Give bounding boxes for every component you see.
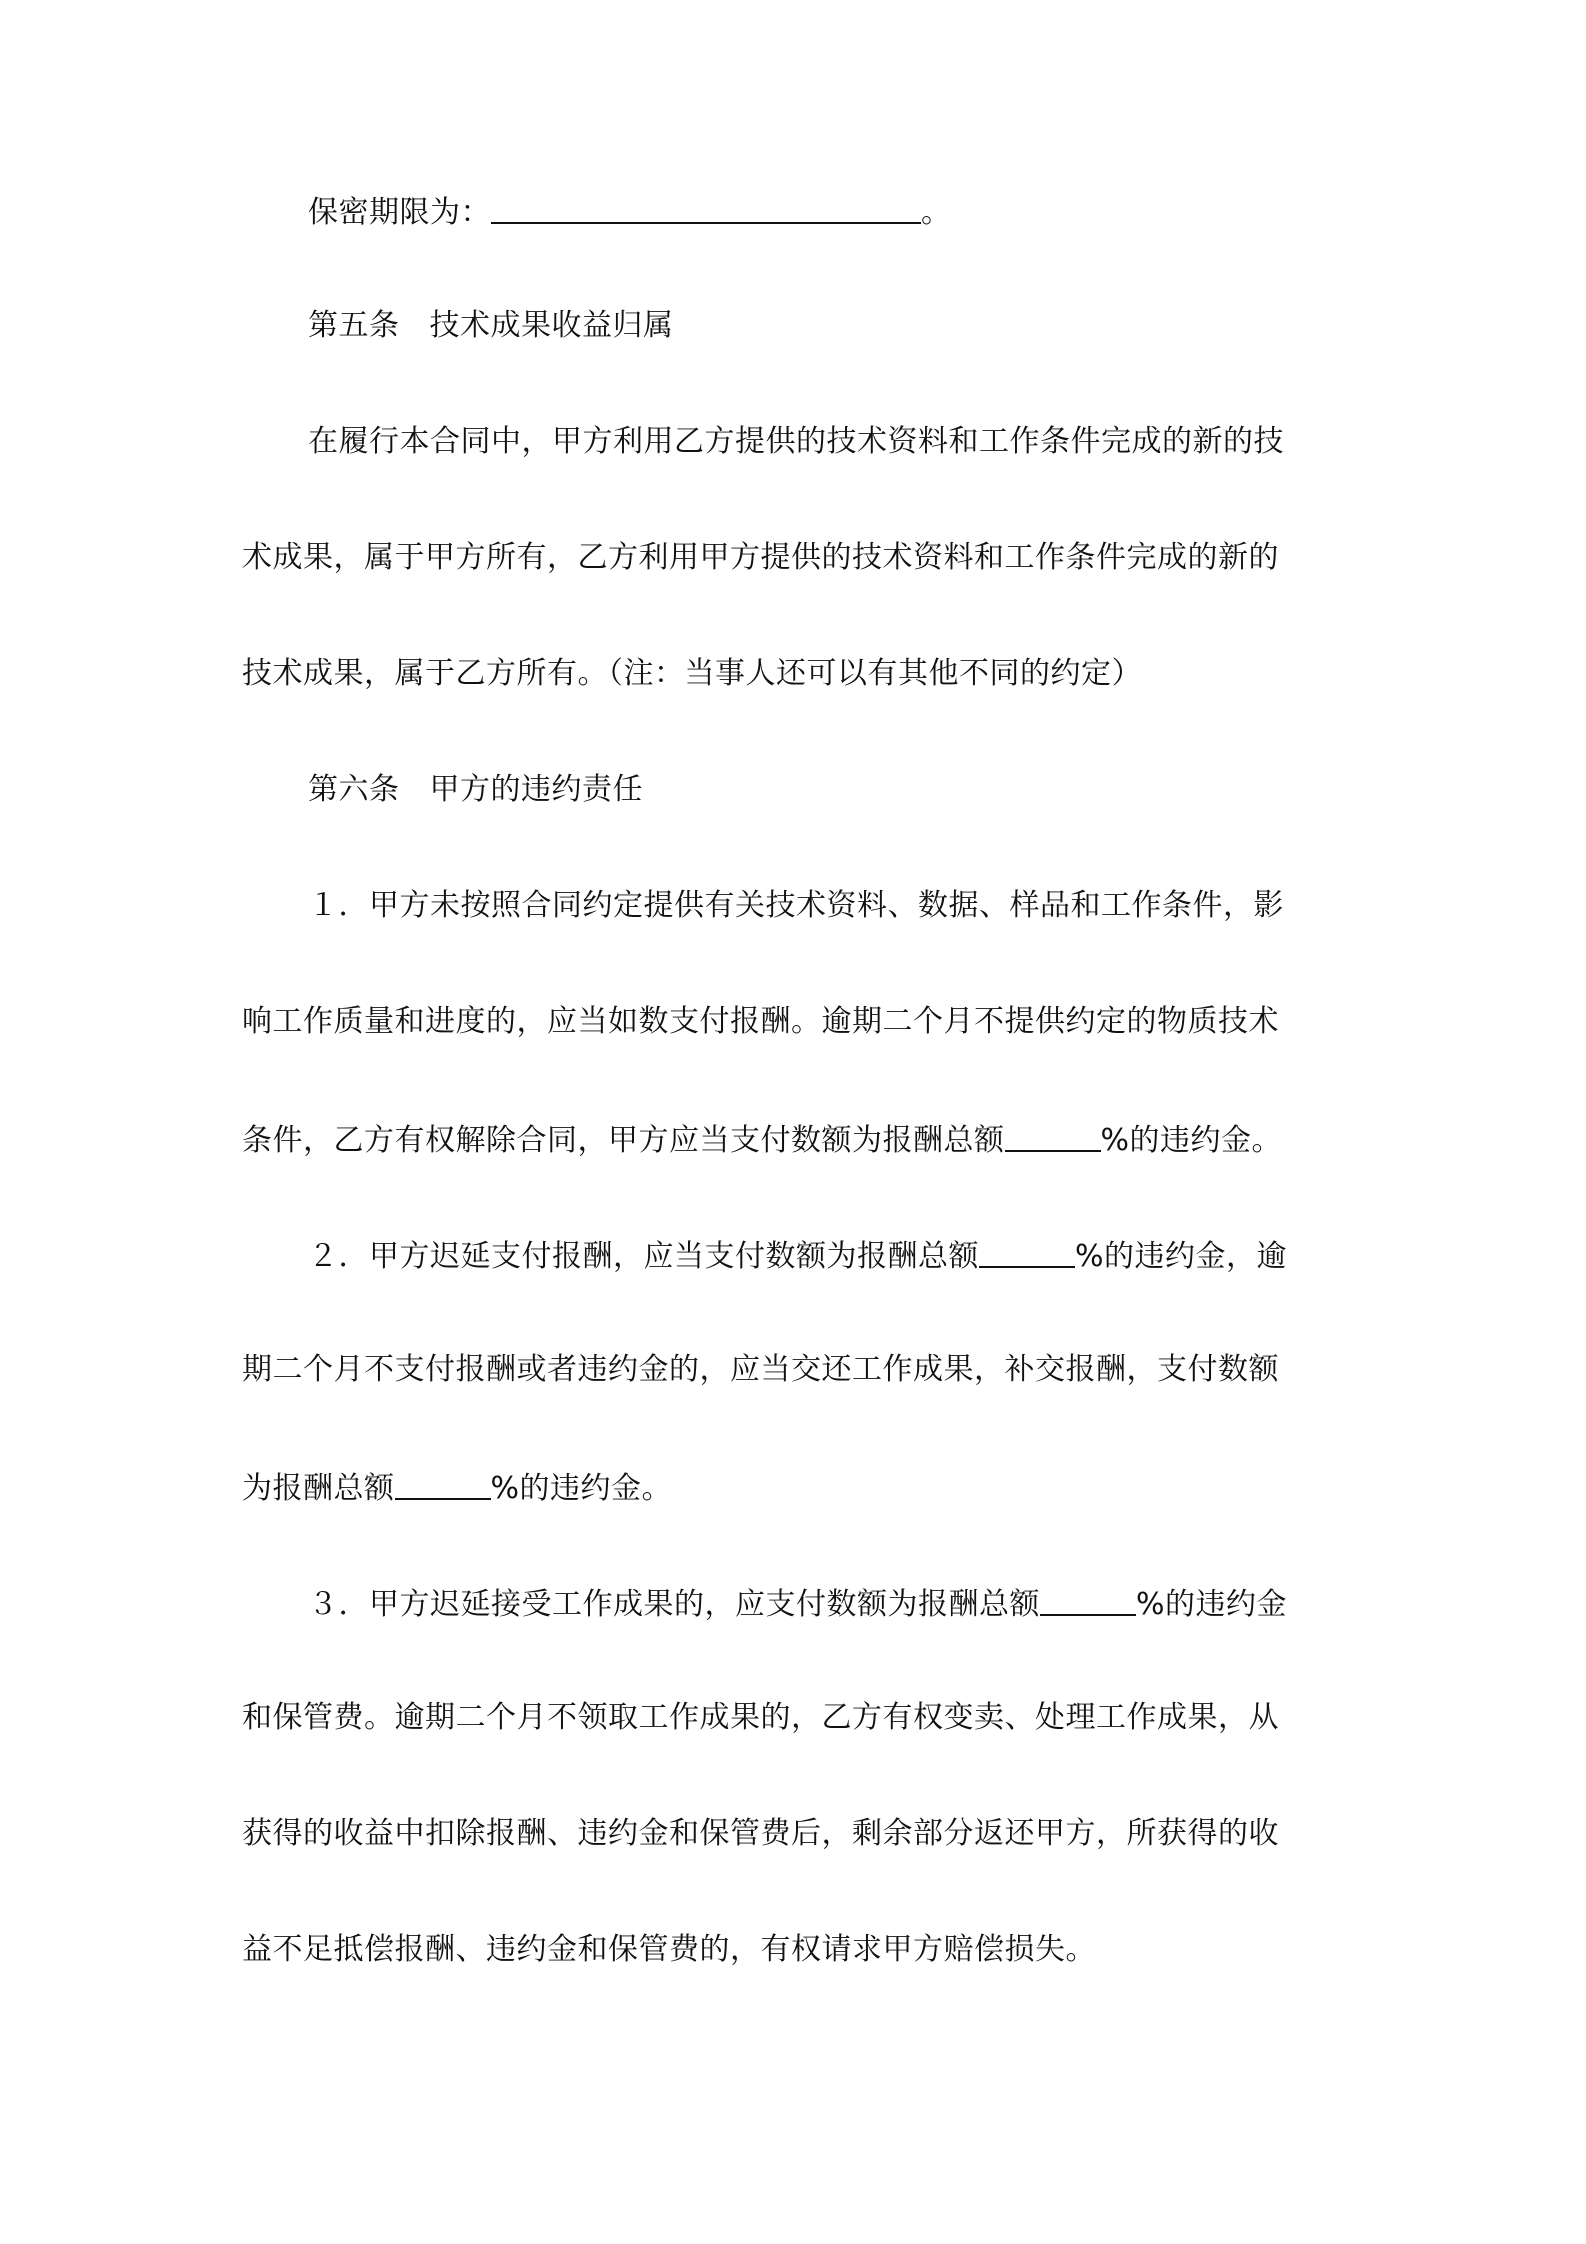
article-5-text-line: 在履行本合同中，甲方利用乙方提供的技术资料和工作条件完成的新的技 bbox=[308, 424, 1284, 459]
item-1-percent-blank[interactable] bbox=[1005, 1118, 1101, 1152]
item-3-text: ３．甲方迟延接受工作成果的，应支付数额为报酬总额 bbox=[308, 1587, 1040, 1622]
item-2-text: ２．甲方迟延支付报酬，应当支付数额为报酬总额 bbox=[308, 1239, 979, 1274]
article-6-title: 甲方的违约责任 bbox=[429, 772, 643, 807]
article-5-number: 第五条 bbox=[308, 308, 400, 343]
item-3-text-end: %的违约金 bbox=[1136, 1587, 1288, 1622]
item-3-line: 和保管费。逾期二个月不领取工作成果的，乙方有权变卖、处理工作成果，从 bbox=[242, 1700, 1279, 1735]
article-6-number: 第六条 bbox=[308, 772, 400, 807]
confidentiality-period-line bbox=[242, 190, 1342, 230]
item-1-line: 响工作质量和进度的，应当如数支付报酬。逾期二个月不提供约定的物质技术 bbox=[242, 1004, 1279, 1039]
confidentiality-period-label: 保密期限为： bbox=[308, 195, 491, 230]
item-2-percent-blank-2[interactable] bbox=[395, 1466, 491, 1500]
confidentiality-period-end: 。 bbox=[921, 195, 952, 230]
item-1-line: １．甲方未按照合同约定提供有关技术资料、数据、样品和工作条件，影 bbox=[308, 888, 1284, 923]
item-2-line bbox=[242, 1466, 1342, 1506]
document-page bbox=[242, 190, 1342, 2046]
article-5-text-line: 术成果，属于甲方所有，乙方利用甲方提供的技术资料和工作条件完成的新的 bbox=[242, 540, 1279, 575]
article-5-title: 技术成果收益归属 bbox=[429, 308, 674, 343]
item-2-text: 为报酬总额 bbox=[242, 1471, 395, 1506]
item-2-text-end: %的违约金，逾 bbox=[1075, 1239, 1288, 1274]
item-3-percent-blank[interactable] bbox=[1040, 1582, 1136, 1616]
item-2-line bbox=[242, 1234, 1342, 1274]
item-1-text-end: %的违约金。 bbox=[1100, 1123, 1283, 1158]
article-5-text-line: 技术成果，属于乙方所有。（注：当事人还可以有其他不同的约定） bbox=[242, 656, 1142, 691]
item-3-line: 益不足抵偿报酬、违约金和保管费的，有权请求甲方赔偿损失。 bbox=[242, 1932, 1096, 1967]
article-5-heading bbox=[242, 306, 1342, 346]
confidentiality-period-blank[interactable] bbox=[491, 190, 921, 224]
item-2-text-end: %的违约金。 bbox=[490, 1471, 673, 1506]
item-3-line: 获得的收益中扣除报酬、违约金和保管费后，剩余部分返还甲方，所获得的收 bbox=[242, 1816, 1279, 1851]
item-1-line bbox=[242, 1118, 1342, 1158]
article-6-heading bbox=[242, 770, 1342, 810]
item-1-text: 条件，乙方有权解除合同，甲方应当支付数额为报酬总额 bbox=[242, 1123, 1005, 1158]
item-3-line bbox=[242, 1582, 1342, 1622]
item-2-line: 期二个月不支付报酬或者违约金的，应当交还工作成果，补交报酬，支付数额 bbox=[242, 1352, 1279, 1387]
item-2-percent-blank[interactable] bbox=[979, 1234, 1075, 1268]
